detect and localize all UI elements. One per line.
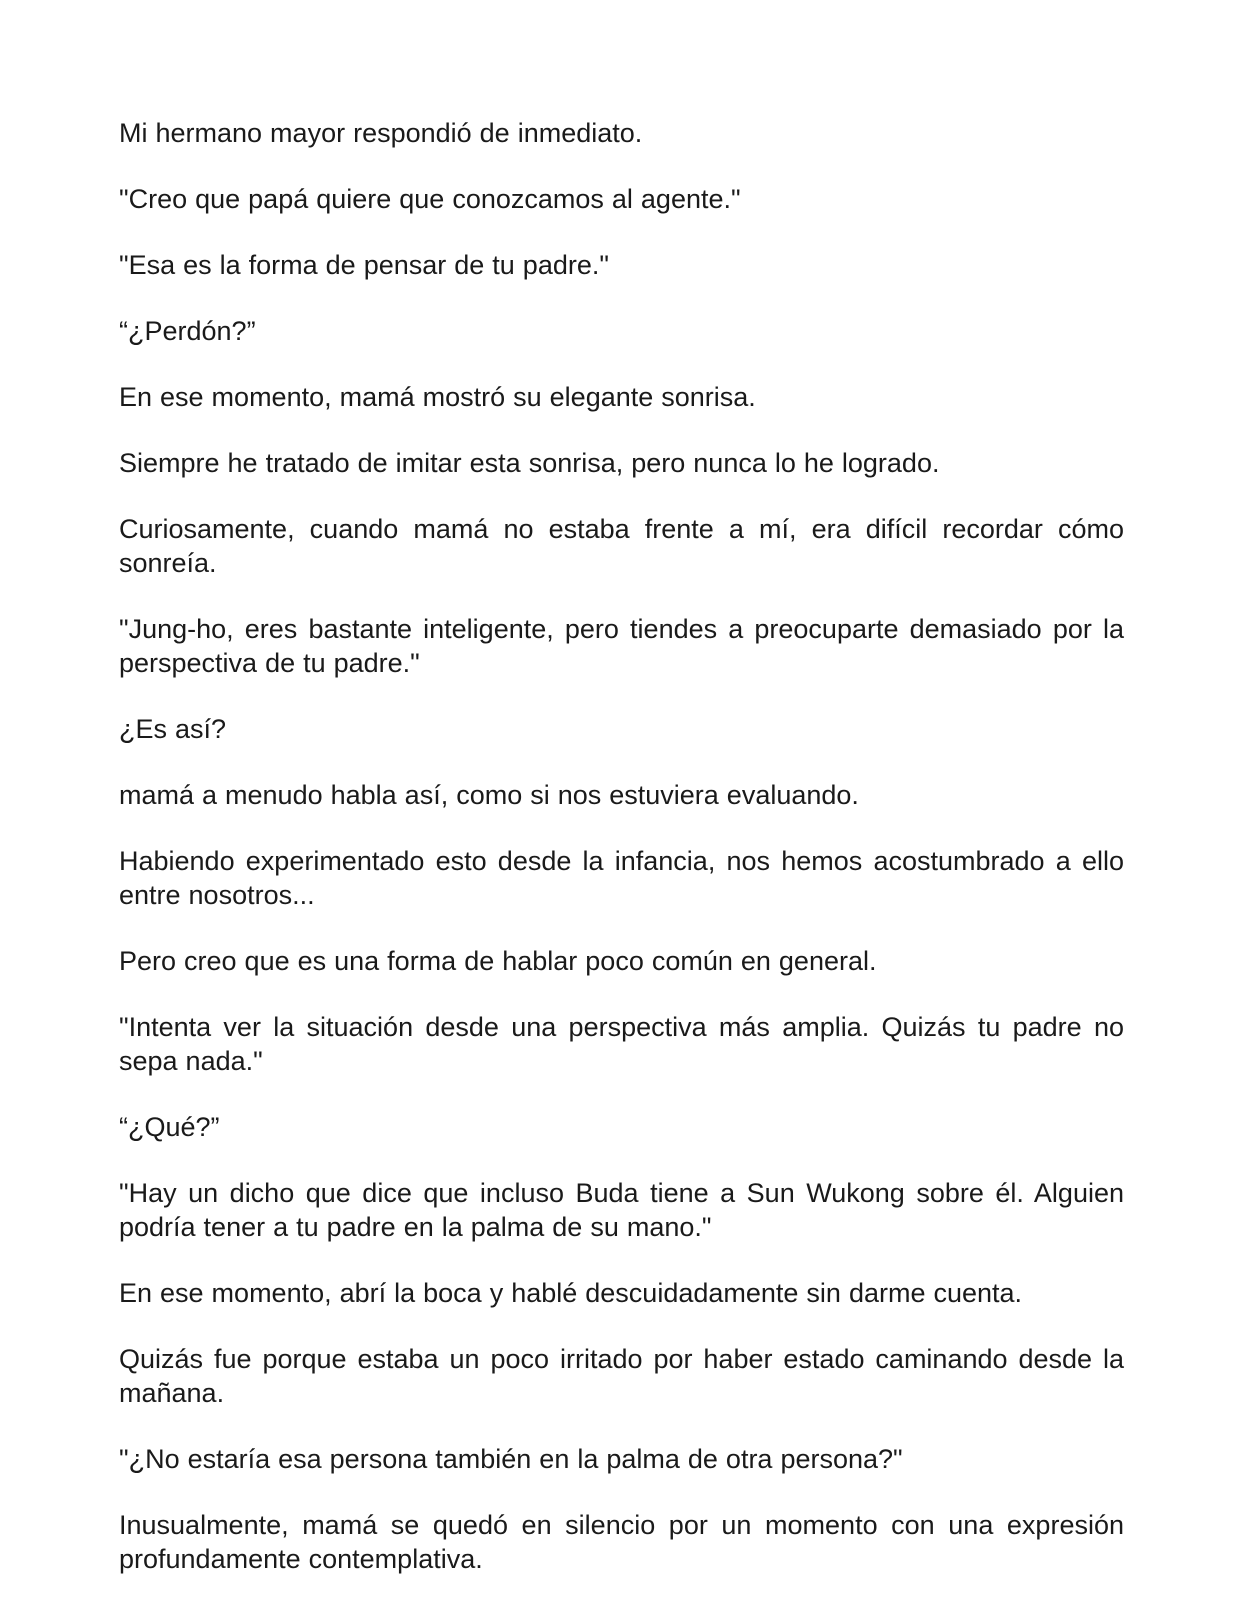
paragraph: Inusualmente, mamá se quedó en silencio por un momento con una expresión profundamente contemplativa. (119, 1510, 1124, 1574)
document-body (119, 116, 1124, 1608)
paragraph: “¿Perdón?” (119, 316, 256, 346)
paragraph: ¿Es así? (119, 714, 227, 744)
paragraph: Habiendo experimentado esto desde la infancia, nos hemos acostumbrado a ello entre nosotros... (119, 846, 1124, 910)
paragraph: "Intenta ver la situación desde una perspectiva más amplia. Quizás tu padre no sepa nada." (119, 1012, 1124, 1076)
paragraph: En ese momento, abrí la boca y hablé descuidadamente sin darme cuenta. (119, 1278, 1023, 1308)
paragraph: "Jung-ho, eres bastante inteligente, pero tiendes a preocuparte demasiado por la perspectiva de tu padre." (119, 614, 1124, 678)
paragraph: “¿Qué?” (119, 1112, 220, 1142)
paragraph: Mi hermano mayor respondió de inmediato. (119, 118, 643, 148)
paragraph: Pero creo que es una forma de hablar poco común en general. (119, 946, 877, 976)
paragraph: Quizás fue porque estaba un poco irritado por haber estado caminando desde la mañana. (119, 1344, 1124, 1408)
paragraph: "Creo que papá quiere que conozcamos al agente." (119, 184, 741, 214)
paragraph: "Esa es la forma de pensar de tu padre." (119, 250, 609, 280)
paragraph: mamá a menudo habla así, como si nos estuviera evaluando. (119, 780, 859, 810)
paragraph: Curiosamente, cuando mamá no estaba frente a mí, era difícil recordar cómo sonreía. (119, 514, 1124, 578)
paragraph: Siempre he tratado de imitar esta sonrisa, pero nunca lo he logrado. (119, 448, 940, 478)
paragraph: En ese momento, mamá mostró su elegante sonrisa. (119, 382, 756, 412)
paragraph: "Hay un dicho que dice que incluso Buda tiene a Sun Wukong sobre él. Alguien podría tener a tu padre en la palma de su mano." (119, 1178, 1124, 1242)
paragraph: "¿No estaría esa persona también en la palma de otra persona?" (119, 1444, 903, 1474)
